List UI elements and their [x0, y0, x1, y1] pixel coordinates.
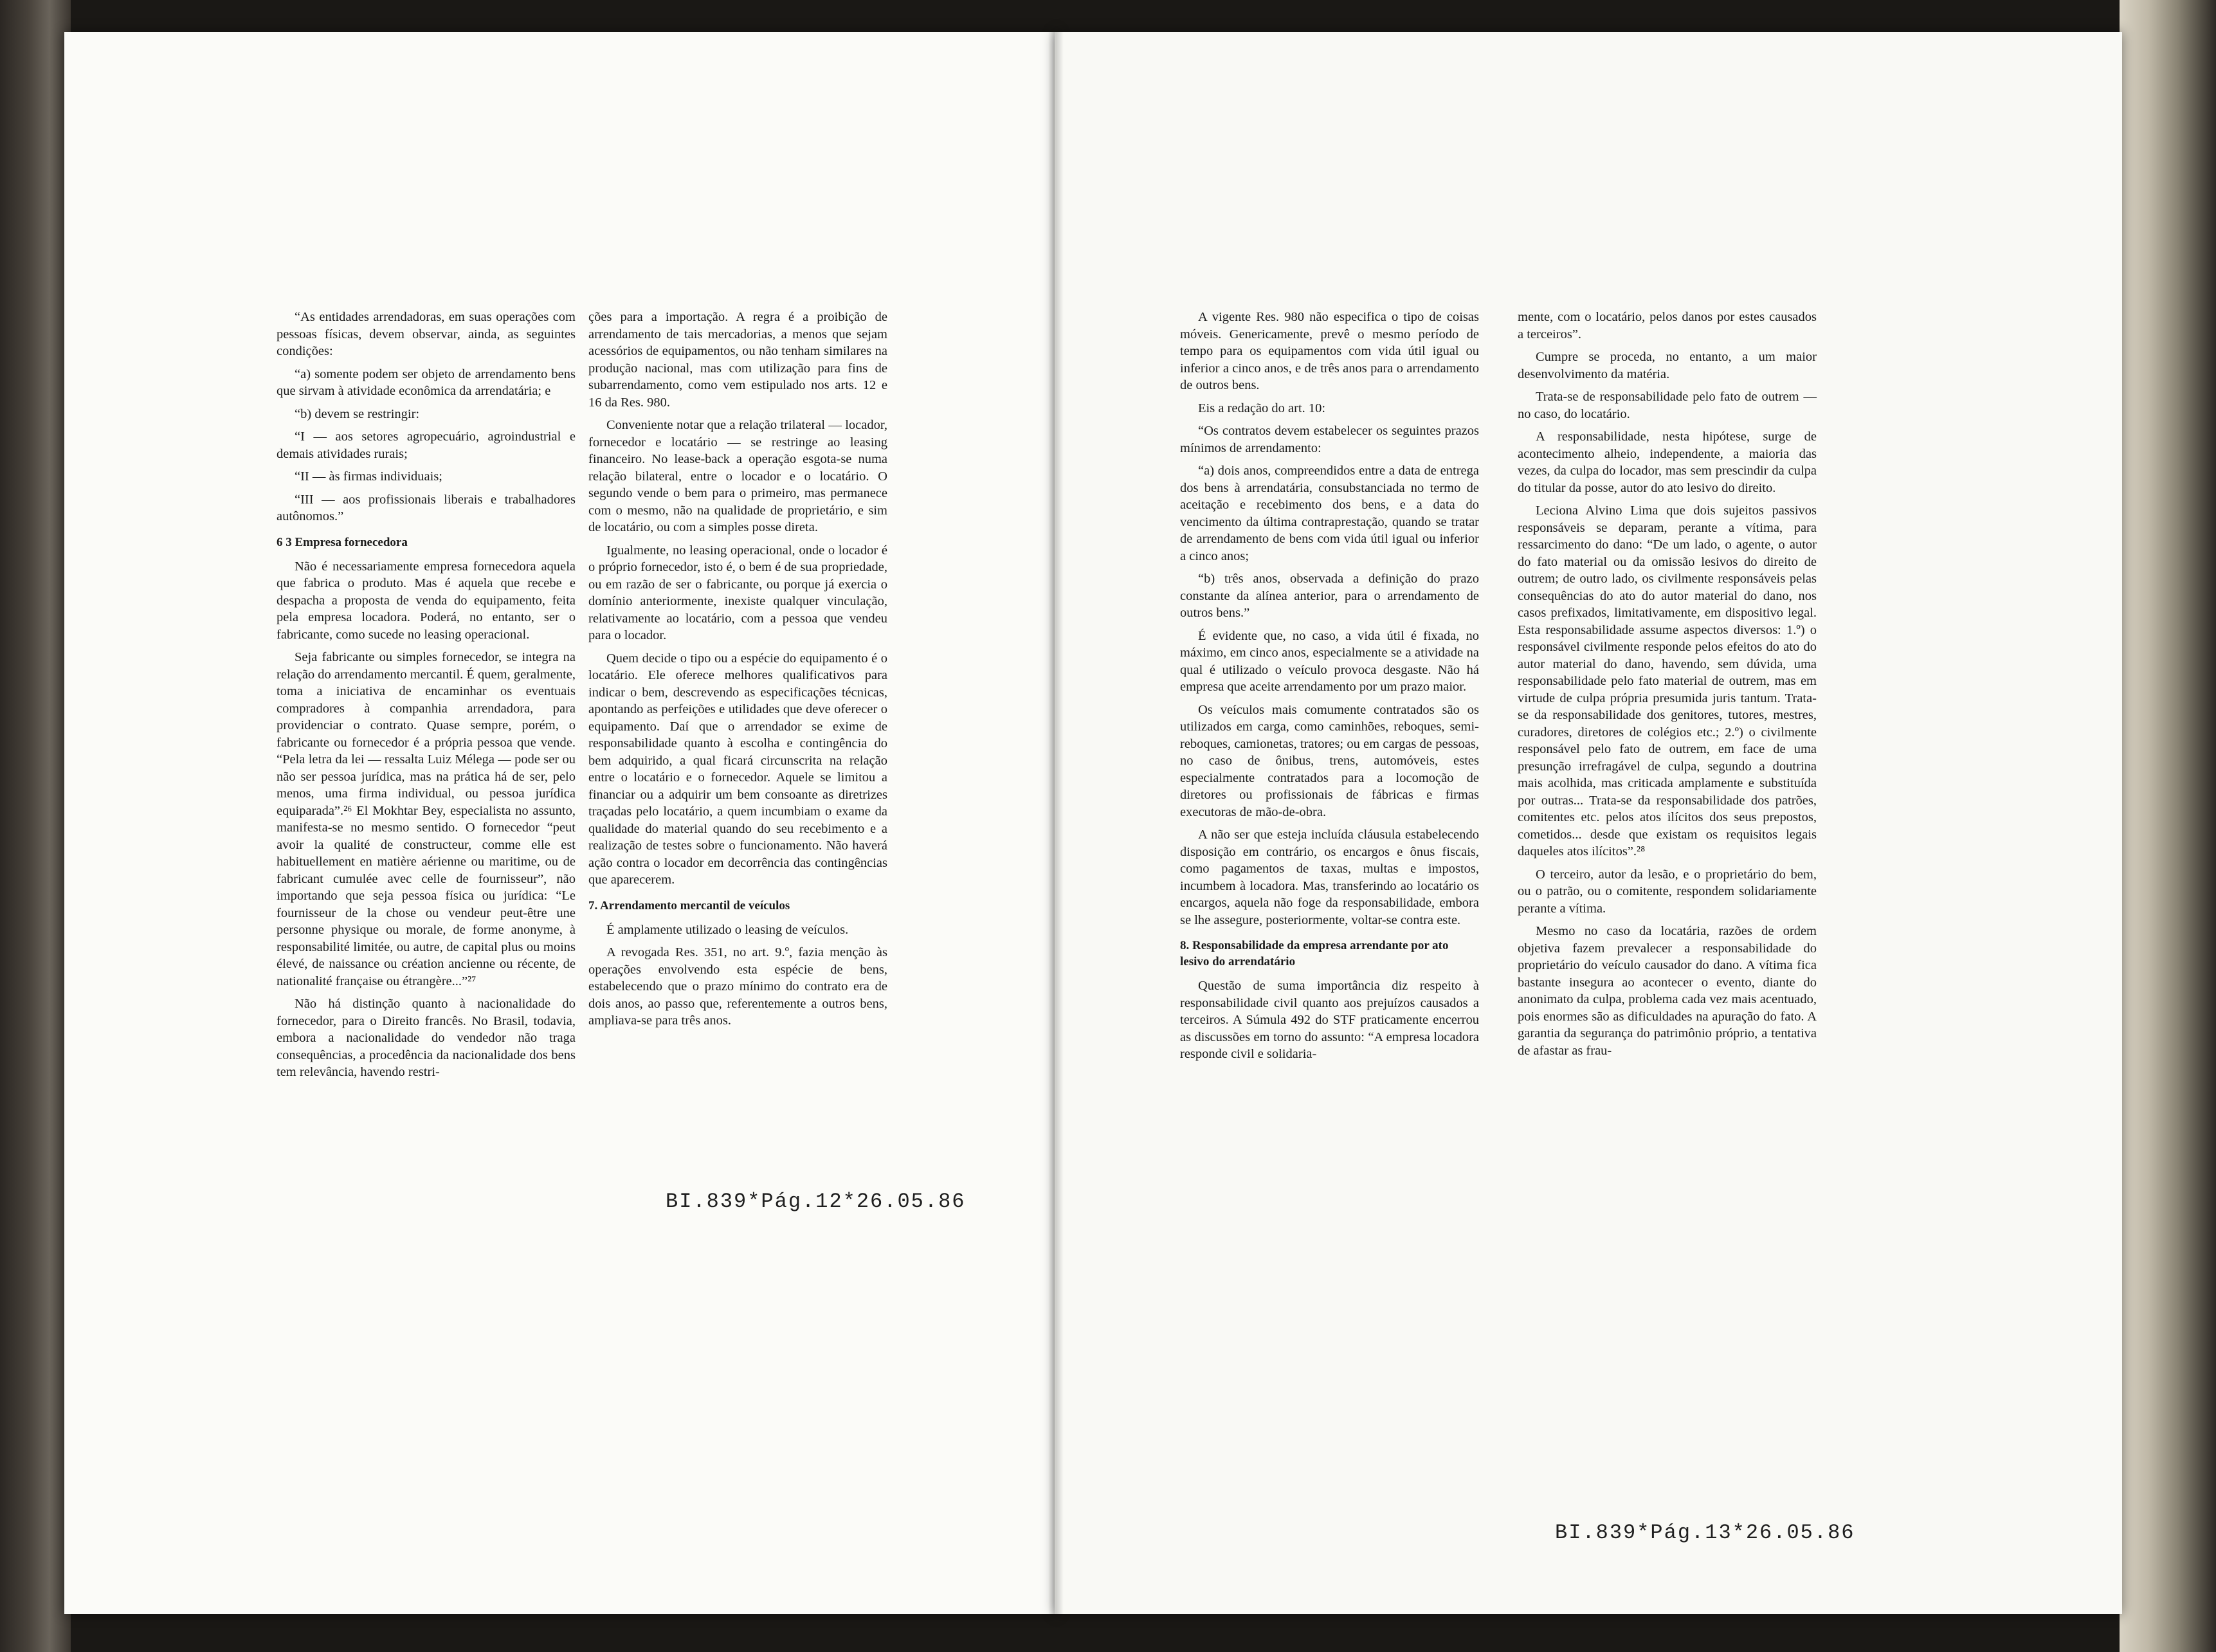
- paragraph: “As entidades arrendadoras, em suas operações com pessoas físicas, devem observar, ainda, as seguintes condições:: [277, 310, 576, 358]
- left-page-footer-stamp: BI.839*Pág.12*26.05.86: [666, 1190, 966, 1213]
- paragraph: Eis a redação do art. 10:: [1198, 401, 1326, 415]
- paragraph: Seja fabricante ou simples fornecedor, se integra na relação do arrendamento mercantil. É quem, geralmente, toma a iniciativa de encaminhar os eventuais compradores à companhia arrendadora, para providenciar o contrato. Quase sempre, porém, o fabricante ou fornecedor é a própria pessoa que vende. “Pela letra da lei — ressalta Luiz Mélega — pode ser ou não ser pessoa jurídica, mas na prática há de ser, pelo menos, uma firma individual, ou pessoa jurídica equiparada”.²⁶ El Mokhtar Bey, especialista no assunto, manifesta-se no mesmo sentido. O fornecedor “peut avoir la qualité de constructeur, comme elle est habituellement en matière aérienne ou maritime, ou de fabricant cumulée avec celle de fournisseur”, não importando que seja pessoa física ou jurídica: “Le fournisseur de la chose ou vendeur peut-être une personne physique ou morale, de forme anonyme, à responsabilité limitée, ou autre, de capital plus ou moins élevé, de naissance ou création ancienne ou récente, de nationalité française ou étrangère...”²⁷: [277, 650, 576, 988]
- paragraph: Trata-se de responsabilidade pelo fato de outrem — no caso, do locatário.: [1518, 390, 1817, 421]
- book-page-edges-right: [2120, 0, 2216, 1652]
- paragraph: Conveniente notar que a relação trilateral — locador, fornecedor e locatário — se restringe ao leasing financeiro. No lease-back a operação esgota-se numa relação bilateral, entre o locador e o locatário. O segundo vende o bem para o primeiro, mas permanece com o mesmo, não na qualidade de proprietário, e sim de locatário, ou com a simples posse direta.: [588, 418, 887, 534]
- paragraph: É amplamente utilizado o leasing de veículos.: [606, 922, 849, 937]
- section-heading: 6 3 Empresa fornecedora: [277, 535, 408, 549]
- paragraph: Leciona Alvino Lima que dois sujeitos passivos responsáveis se deparam, perante a vítima, para ressarcimento do dano: “De um lado, o agente, o autor do fato material ou da omissão lesivos do direito de outrem; de outro lado, os civilmente responsáveis pelas consequências do ato do autor material do dano, nos casos prefixados, limitativamente, em dispositivo legal. Esta responsabilidade assume aspectos diversos: 1.º) o responsável civilmente responde pelos efeitos do ato do autor material do dano, havendo, sem dúvida, uma responsabilidade pelo fato material de outrem, mas em virtude de culpa própria presumida juris tantum. Trata-se da responsabilidade dos genitores, tutores, mestres, curadores, diretores de colégios etc.; 2.º) o civilmente responsável pelo fato de outrem, em face de uma presunção irrefragável de culpa, segundo a doutrina mais acolhida, mas criticada amplamente e substituída por outras... Trata-se da responsabilidade dos patrões, comitentes etc. pelos atos ilícitos dos seus prepostos, cometidos... desde que existam os requisitos legais daqueles atos ilícitos”.²⁸: [1518, 504, 1817, 858]
- paragraph: Igualmente, no leasing operacional, onde o locador é o próprio fornecedor, isto é, o bem é de sua propriedade, ou em razão de ser o fabricante, ou porque já exercia o domínio anteriormente, inexiste qualquer vinculação, relativamente ao locatário, com a pessoa que vendeu para o locador.: [588, 543, 887, 642]
- paragraph: É evidente que, no caso, a vida útil é fixada, no máximo, em cinco anos, especialmente se a atividade na qual é utilizado o veículo provoca desgaste. Não há empresa que aceite arrendamento por um prazo maior.: [1180, 628, 1479, 694]
- paragraph: ções para a importação. A regra é a proibição de arrendamento de tais mercadorias, a menos que sejam acessórios de equipamentos, ou não tenham similares na produção nacional, mas com utilização para fins de subarrendamento, como vem estipulado nos arts. 12 e 16 da Res. 980.: [588, 310, 887, 410]
- paragraph: Os veículos mais comumente contratados são os utilizados em carga, como caminhões, reboques, semi-reboques, camionetas, tratores; ou em cargas de pessoas, no caso de ônibus, trens, automóveis, estes especialmente contratados para a locomoção de diretores ou profissionais de fábricas e firmas executoras de mão-de-obra.: [1180, 702, 1479, 819]
- book-binding-left: [0, 0, 71, 1652]
- paragraph: A responsabilidade, nesta hipótese, surge de acontecimento alheio, independente, a maioria das vezes, da culpa do locador, mas sem prescindir da culpa do titular da posse, autor do ato lesivo do direito.: [1518, 430, 1817, 495]
- paragraph: “a) dois anos, compreendidos entre a data de entrega dos bens à arrendatária, consubstanciada no termo de aceitação e recebimento dos bens, e a data do vencimento da última contraprestação, quando se tratar de arrendamento de bens com vida útil igual ou inferior a cinco anos;: [1180, 464, 1479, 563]
- paragraph: Cumpre se proceda, no entanto, a um maior desenvolvimento da matéria.: [1518, 350, 1817, 381]
- paragraph: Não há distinção quanto à nacionalidade do fornecedor, para o Direito francês. No Brasil, todavia, embora a nacionalidade do vendedor não traga consequências, a procedência da nacionalidade dos bens tem relevância, havendo restri-: [277, 997, 576, 1079]
- paragraph: mente, com o locatário, pelos danos por estes causados a terceiros”.: [1518, 310, 1817, 341]
- paragraph: A revogada Res. 351, no art. 9.º, fazia menção às operações envolvendo esta espécie de bens, estabelecendo que o prazo mínimo do contrato era de dois anos, ao passo que, referentemente a outros bens, ampliava-se para três anos.: [588, 945, 887, 1028]
- right-page-column-2: [1518, 309, 1817, 1065]
- paragraph: A não ser que esteja incluída cláusula estabelecendo disposição em contrário, os encargos e ônus fiscais, como pagamentos de taxas, multas e impostos, incumbem à locadora. Mas, transferindo ao locatário os encargos, aquela não foge da responsabilidade, embora se lhe assegure, posteriormente, voltar-se contra este.: [1180, 828, 1479, 927]
- paragraph: “b) devem se restringir:: [295, 406, 420, 421]
- paragraph: Quem decide o tipo ou a espécie do equipamento é o locatário. Ele oferece melhores qualificativos para indicar o bem, descrevendo as especificações técnicas, apontando as perfeições e utilidades que deve oferecer o equipamento. Daí que o arrendador se exime de responsabilidade quanto à escolha e contingência do bem adquirido, a qual ficará circunscrita na relação entre o locatário e o fornecedor. Aquele se limitou a financiar ou a adquirir um bem consoante as diretrizes traçadas pelo locatário, a quem incumbiam o exame da qualidade do material quando do seu recebimento e a realização de testes sobre o funcionamento. Não haverá ação contra o locador em decorrência das contingências que aparecerem.: [588, 651, 887, 887]
- paragraph: Não é necessariamente empresa fornecedora aquela que fabrica o produto. Mas é aquela que recebe e despacha a proposta de venda do equipamento, feita pela empresa locadora. Poderá, no entanto, ser o fabricante, como sucede no leasing operacional.: [277, 559, 576, 642]
- paragraph: Questão de suma importância diz respeito à responsabilidade civil quanto aos prejuízos causados a terceiros. A Súmula 492 do STF praticamente encerrou as discussões em torno do assunto: “A empresa locadora responde civil e solidaria-: [1180, 979, 1479, 1061]
- left-page-column-2: [588, 309, 887, 1035]
- paragraph: “III — aos profissionais liberais e trabalhadores autônomos.”: [277, 492, 576, 523]
- paragraph: “a) somente podem ser objeto de arrendamento bens que sirvam à atividade econômica da arrendatária; e: [277, 367, 576, 398]
- right-page-column-1: [1180, 309, 1479, 1069]
- right-page-footer-stamp: BI.839*Pág.13*26.05.86: [1555, 1521, 1855, 1545]
- section-heading: 8. Responsabilidade da empresa arrendante por ato lesivo do arrendatário: [1180, 939, 1449, 968]
- paragraph: A vigente Res. 980 não especifica o tipo de coisas móveis. Genericamente, prevê o mesmo período de tempo para os equipamentos com vida útil igual ou inferior a cinco anos, e de três anos para o arrendamento de outros bens.: [1180, 310, 1479, 392]
- left-page-column-1: [277, 309, 576, 1087]
- paragraph: Mesmo no caso da locatária, razões de ordem objetiva fazem prevalecer a responsabilidade do proprietário do veículo causador do dano. A vítima fica bastante insegura ao acontecer o evento, diante do anonimato da culpa, problema cada vez mais acentuado, pois enormes são as dificuldades na apuração do fato. A garantia da segurança do patrimônio próprio, a tentativa de afastar as frau-: [1518, 924, 1817, 1058]
- paragraph: “II — às firmas individuais;: [295, 469, 443, 484]
- paragraph: “I — aos setores agropecuário, agroindustrial e demais atividades rurais;: [277, 430, 576, 461]
- paragraph: “b) três anos, observada a definição do prazo constante da alínea anterior, para o arrendamento de outros bens.”: [1180, 572, 1479, 620]
- section-heading: 7. Arrendamento mercantil de veículos: [588, 898, 790, 912]
- paragraph: “Os contratos devem estabelecer os seguintes prazos mínimos de arrendamento:: [1180, 424, 1479, 455]
- paragraph: O terceiro, autor da lesão, e o proprietário do bem, ou o patrão, ou o comitente, respondem solidariamente perante a vítima.: [1518, 867, 1817, 916]
- book-gutter: [1048, 32, 1064, 1614]
